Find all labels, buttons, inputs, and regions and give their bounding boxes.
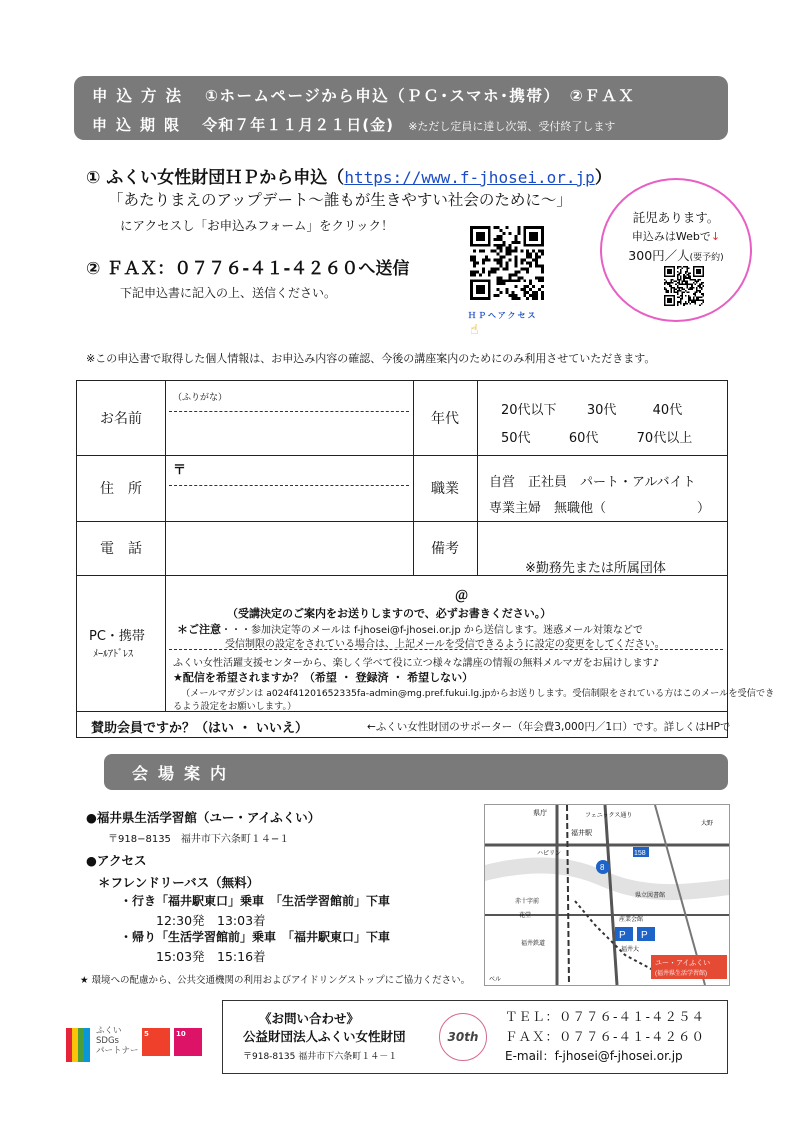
email-label-line1: PC・携帯 bbox=[89, 629, 145, 644]
map-label-university: 福井大 bbox=[621, 947, 640, 953]
fax-method-title: ② ＦＡＸ：０７７６-４１-４２６０へ送信 bbox=[86, 259, 410, 279]
childcare-line2 bbox=[602, 228, 750, 244]
map-label-phoenix: フェニックス通り bbox=[585, 813, 633, 819]
venue-name: ●福井県生活学習館（ユー・アイふくい） bbox=[86, 810, 321, 825]
contact-box bbox=[222, 1000, 728, 1074]
name-input[interactable] bbox=[167, 413, 411, 453]
name-label: お名前 bbox=[100, 411, 142, 427]
sdgs-line2: SDGs bbox=[96, 1036, 119, 1046]
caution-head: ＊ご注意 bbox=[177, 623, 221, 636]
job-label: 職業 bbox=[431, 481, 459, 497]
sdg-goal-5-icon: 5 bbox=[142, 1028, 170, 1056]
deadline-note: ※ただし定員に達し次第、受付終了します bbox=[408, 120, 616, 133]
svg-text:P: P bbox=[619, 930, 626, 941]
job-options-row2[interactable]: 専業主婦 無職他（ ） bbox=[489, 501, 711, 516]
contact-tel: ＴＥＬ：０７７６-４１-４２５４ bbox=[505, 1009, 706, 1024]
supporter-question[interactable]: 賛助会員ですか？（はい ・ いいえ） bbox=[91, 721, 309, 736]
map-label-library: 県立図書館 bbox=[635, 893, 666, 899]
address-input[interactable] bbox=[167, 457, 411, 519]
application-header-bar bbox=[74, 76, 728, 140]
at-mark: ＠ bbox=[455, 589, 469, 604]
fax-instruction: 下記申込書に記入の上、送信ください。 bbox=[120, 286, 337, 300]
method-label: 申込方法 bbox=[92, 87, 191, 105]
svg-text:P: P bbox=[641, 930, 648, 941]
map-label-station: 福井駅 bbox=[571, 830, 592, 837]
course-title: 「あたりまえのアップデート～誰もが生きやすい社会のために～」 bbox=[108, 191, 572, 209]
deadline-label: 申込期限 bbox=[92, 116, 189, 134]
return-route: ・帰り「生活学習館前」乗車 「福井駅東口」下車 bbox=[120, 930, 391, 944]
note-label: 備考 bbox=[431, 541, 459, 557]
web-method-title bbox=[86, 163, 612, 188]
bus-name: ＊フレンドリーバス（無料） bbox=[98, 875, 260, 890]
email-label bbox=[77, 575, 165, 711]
method-row bbox=[92, 84, 635, 106]
contact-address: 〒918-8135 福井市下六条町１４－１ bbox=[243, 1052, 398, 1062]
supporter-note: ←ふくい女性財団のサポーター（年会費3,000円／1口）です。詳しくはHPで bbox=[367, 721, 731, 733]
web-instruction: にアクセスし「お申込みフォーム」をクリック！ bbox=[120, 218, 394, 233]
application-form bbox=[76, 380, 775, 738]
job-options-row1[interactable]: 自営 正社員 パート・アルバイト bbox=[489, 475, 696, 490]
contact-org: 公益財団法人ふくい女性財団 bbox=[243, 1029, 406, 1044]
childcare-reservation: (要予約) bbox=[689, 253, 724, 263]
childcare-qr-code[interactable] bbox=[664, 266, 704, 306]
mag-note1: （メールマガジンは a024f41201652335fa-admin@mg.pref.fukui.lg.jpからお送りします。受信制限をされている方はこのメールを受信でき bbox=[181, 688, 775, 699]
web-method-close: ） bbox=[594, 168, 612, 188]
map-venue-sublabel: (福井県生活学習館) bbox=[655, 971, 707, 977]
anniversary-emblem bbox=[439, 1013, 487, 1061]
map-label-railway: 福井鉄道 bbox=[521, 941, 546, 947]
map-label-industry-hall: 産業会館 bbox=[619, 917, 644, 923]
mag-text: ふくい女性活躍支援センターから、楽しく学べて役に立つ様々な講座の情報の無料メルマガをお届けします♪ bbox=[173, 658, 659, 669]
access-head: ●アクセス bbox=[86, 853, 147, 868]
age-option-50s[interactable]: 50代 bbox=[501, 431, 531, 446]
deadline-row bbox=[92, 114, 615, 135]
age-option-30s[interactable]: 30代 bbox=[586, 403, 617, 418]
address-label: 住 所 bbox=[100, 481, 142, 497]
sdg-goal-10-icon: 10 bbox=[174, 1028, 202, 1056]
note-hint: ※勤務先または所属団体 bbox=[525, 561, 666, 576]
venue-section-bar: 会場案内 bbox=[104, 754, 728, 790]
email-label-line2: ﾒｰﾙｱﾄﾞﾚｽ bbox=[93, 649, 133, 660]
mag-question[interactable]: ★配信を希望されますか？（希望 ・ 登録済 ・ 希望しない） bbox=[173, 671, 474, 684]
web-method-title-text: ① ふくい女性財団ＨＰから申込（ bbox=[86, 168, 345, 188]
venue-map bbox=[484, 804, 730, 986]
age-option-70s[interactable]: 70代以上 bbox=[636, 431, 693, 446]
map-label-happiring: ハピリン bbox=[537, 851, 562, 857]
anniversary-text: 30th bbox=[447, 1030, 479, 1044]
map-label-hanando: 花堂 bbox=[519, 913, 532, 919]
contact-email[interactable]: E-mail：f-jhosei@f-jhosei.or.jp bbox=[505, 1049, 683, 1063]
email-input[interactable] bbox=[169, 579, 719, 599]
postal-mark: 〒 bbox=[173, 463, 187, 478]
going-route: ・行き「福井駅東口」乗車 「生活学習館前」下車 bbox=[120, 894, 391, 908]
eco-note: ★ 環境への配慮から、公共交通機関の利用およびアイドリングストップにご協力ください。 bbox=[80, 975, 471, 986]
contact-heading: 《お問い合わせ》 bbox=[259, 1011, 360, 1026]
map-label-prefecture: 県庁 bbox=[533, 810, 547, 817]
childcare-line2-text: 申込みはWebで bbox=[631, 230, 711, 243]
age-row1 bbox=[501, 399, 682, 418]
map-route-158: 158 bbox=[634, 850, 646, 857]
privacy-note: ※この申込書で取得した個人情報は、お申込み内容の確認、今後の講座案内のためにのみ利用させていただきます。 bbox=[86, 352, 656, 365]
mag-note2: るよう設定をお願いします。） bbox=[173, 701, 297, 712]
website-link[interactable]: https://www.f-jhosei.or.jp bbox=[344, 168, 595, 187]
map-venue-label: ユー・アイふくい bbox=[655, 960, 711, 967]
age-label: 年代 bbox=[431, 411, 459, 427]
method-text: ①ホームページから申込（ＰＣ･スマホ･携帯） ②ＦＡＸ bbox=[204, 87, 636, 105]
map-label-red-cross: 赤十字前 bbox=[515, 899, 540, 905]
pointer-hand-icon: ☝ bbox=[470, 322, 479, 338]
venue-address: 〒918−8135 福井市下六条町１４−１ bbox=[108, 834, 290, 845]
phone-label: 電 話 bbox=[100, 541, 142, 557]
childcare-line3 bbox=[602, 246, 750, 264]
phone-input[interactable] bbox=[167, 523, 411, 573]
deadline-text: 令和７年１１月２１日(金) bbox=[202, 116, 394, 134]
age-option-60s[interactable]: 60代 bbox=[568, 431, 599, 446]
map-route-8: 8 bbox=[600, 863, 605, 872]
sdgs-line3: パートナー bbox=[96, 1046, 139, 1056]
hp-access-label: ＨＰへアクセス bbox=[468, 311, 538, 320]
email-request: （受講決定のご案内をお送りしますので、必ずお書きください。） bbox=[227, 607, 552, 620]
age-option-40s[interactable]: 40代 bbox=[652, 403, 683, 418]
caution-text1: ・・・参加決定等のメールは f-jhosei@f-jhosei.or.jp から送信します。迷惑メール対策などで bbox=[221, 625, 643, 636]
going-times: 12:30発 13:03着 bbox=[156, 913, 266, 928]
furigana-label: （ふりがな） bbox=[173, 393, 228, 403]
sdgs-partner-text bbox=[96, 1026, 139, 1056]
childcare-circle bbox=[600, 178, 752, 322]
childcare-fee: 300円／人 bbox=[628, 248, 690, 263]
map-label-bell: ベル bbox=[489, 977, 502, 983]
caution-line2: 受信制限の設定をされている場合は、上記メールを受信できるように設定の変更をしてください。 bbox=[225, 639, 665, 650]
down-arrow-icon: ↓ bbox=[710, 230, 721, 243]
hp-qr-code[interactable] bbox=[470, 226, 544, 300]
sdgs-line1: ふくい bbox=[96, 1026, 122, 1036]
return-times: 15:03発 15:16着 bbox=[156, 949, 266, 964]
sdgs-partner-logo bbox=[64, 1020, 214, 1070]
age-row2 bbox=[501, 427, 692, 446]
sdgs-rainbow-icon bbox=[64, 1026, 92, 1064]
childcare-line1: 託児あります。 bbox=[632, 210, 720, 225]
contact-fax: ＦＡＸ：０７７６-４１-４２６０ bbox=[505, 1029, 706, 1044]
map-label-ono: 大野 bbox=[701, 821, 714, 827]
age-option-20s[interactable]: 20代以下 bbox=[501, 403, 557, 418]
